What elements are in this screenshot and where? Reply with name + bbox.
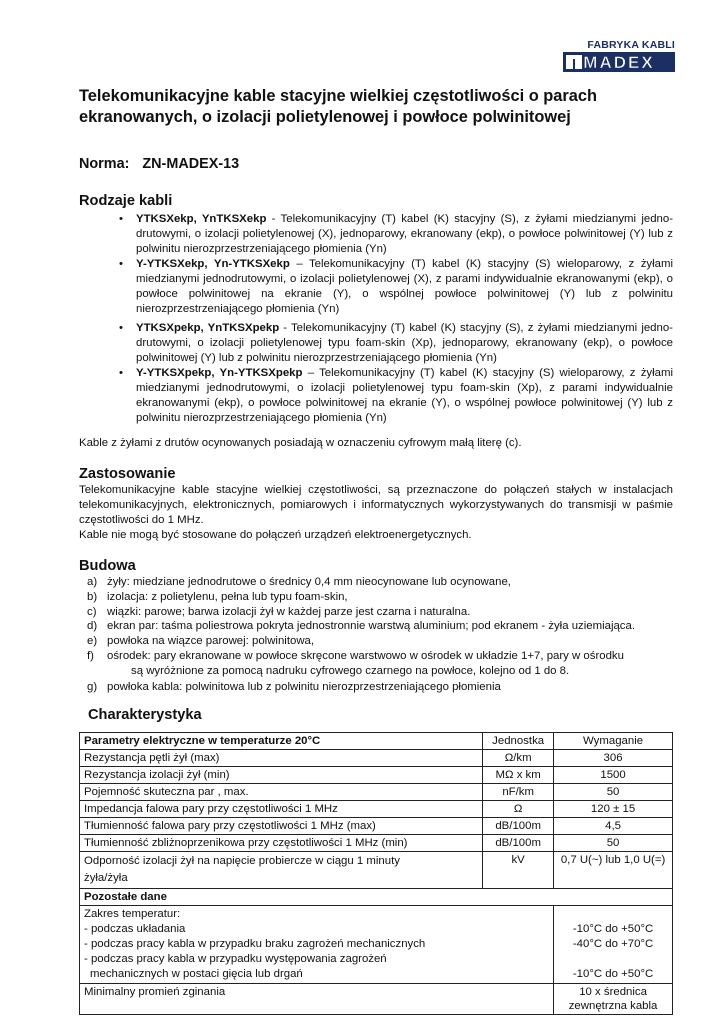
document-body bbox=[79, 86, 673, 1015]
list-item bbox=[119, 366, 673, 426]
cable-type-name: YTKSXekp, YnTKSXekp bbox=[136, 213, 267, 225]
temperature-values-cell bbox=[554, 906, 673, 984]
requirement-cell: 10 x średnica zewnętrzna kabla bbox=[554, 984, 673, 1015]
temp-value: -10°C do +50°C bbox=[572, 968, 654, 981]
norma-value: ZN-MADEX-13 bbox=[142, 156, 240, 172]
table-row bbox=[80, 906, 673, 984]
requirement-cell: 120 ± 15 bbox=[554, 801, 673, 818]
unit-cell: Ω bbox=[483, 801, 554, 818]
madex-logo bbox=[563, 40, 675, 72]
temp-line: - podczas układania bbox=[84, 923, 186, 936]
requirement-cell: 1500 bbox=[554, 767, 673, 784]
cable-type-desc: – Telekomunikacyjny (T) kabel (K) stacyjny (S) wieloparowy, z żyłami miedzianymi jednodrutowymi, o izolacji polietylenowej (X), z parami indywidualnie ekranowanymi (ekp), o powłoce polwinitowej na ekranie (Y), o wspólnej powłoce polwinitowej (Y) lub z polwinitu nierozprzestrzeniającego płomienia (Yn) bbox=[136, 258, 673, 315]
unit-cell: kV bbox=[483, 852, 554, 889]
list-item bbox=[87, 680, 673, 695]
item-text: powłoka kabla: polwinitowa lub z polwinitu nierozprzestrzeniającego płomienia bbox=[107, 680, 501, 693]
header-requirement: Wymaganie bbox=[554, 733, 673, 750]
item-letter: f) bbox=[87, 649, 94, 662]
table-row bbox=[80, 852, 673, 889]
table-row bbox=[80, 818, 673, 835]
item-text: ośrodek: pary ekranowane w powłoce skręcone warstwowo w ośrodek w układzie 1+7, pary w ośrodku bbox=[107, 649, 624, 662]
list-item bbox=[119, 321, 673, 366]
other-data-heading: Pozostałe dane bbox=[80, 889, 673, 906]
tinned-note: Kable z żyłami z drutów ocynowanych posiadają w oznaczeniu cyfrowym małą literę (c). bbox=[79, 437, 522, 449]
requirement-cell: 50 bbox=[554, 784, 673, 801]
unit-cell: Ω/km bbox=[483, 750, 554, 767]
item-letter: d) bbox=[87, 620, 98, 633]
table-row bbox=[80, 767, 673, 784]
requirement-cell: 306 bbox=[554, 750, 673, 767]
charakterystyka-heading: Charakterystyka bbox=[88, 707, 202, 724]
temp-line: mechanicznych w postaci gięcia lub drgań bbox=[90, 968, 303, 981]
table-row bbox=[80, 784, 673, 801]
item-text: izolacja: z polietylenu, pełna lub typu foam-skin, bbox=[107, 590, 348, 603]
list-item bbox=[119, 212, 673, 257]
table-subheader-row bbox=[80, 889, 673, 906]
temp-line: - podczas pracy kabla w przypadku występowania zagrożeń bbox=[84, 953, 387, 966]
header-unit: Jednostka bbox=[483, 733, 554, 750]
logo-brand-mark bbox=[563, 52, 675, 72]
logo-top-text: FABRYKA KABLI bbox=[587, 39, 675, 51]
cable-type-desc: – Telekomunikacyjny (T) kabel (K) stacyjny (S) wieloparowy, z żyłami miedzianymi jednodrutowymi, o izolacji polietylenowej typu foam-skin (Xp), z parami indywidualnie ekranowanymi (ekp), o powłoce polwinitowej na ekranie (Y), o wspólnej powłoce polwinitowej (Y) lub z polwinitu nierozprzestrzeniającego płomienia (Yn) bbox=[136, 367, 673, 424]
specifications-table bbox=[79, 732, 673, 1015]
list-item bbox=[87, 590, 673, 605]
table-row bbox=[80, 984, 673, 1015]
zastosowanie-text: Telekomunikacyjne kable stacyjne wielkiej częstotliwości, są przeznaczone do połączeń stałych w instalacjach telekomunikacyjnych, elektronicznych, pomiarowych i informatycznych wykorzystywanych do transmisji w paśmie częstotliwości do 1 MHz. bbox=[79, 484, 673, 526]
list-item bbox=[87, 634, 673, 649]
item-text: ekran par: taśma poliestrowa pokryta jednostronnie warstwą aluminium; pod ekranem - żyła uziemiająca. bbox=[107, 620, 636, 633]
list-item bbox=[87, 605, 673, 620]
rodzaje-heading: Rodzaje kabli bbox=[79, 193, 173, 209]
construction-list bbox=[79, 575, 673, 694]
item-text: żyły: miedziane jednodrutowe o średnicy 0,4 mm nieocynowane lub ocynowane, bbox=[107, 576, 511, 588]
list-item bbox=[119, 257, 673, 317]
list-item bbox=[87, 575, 673, 590]
unit-cell: nF/km bbox=[483, 784, 554, 801]
param-cell: Tłumienność zbliżnoprzenikowa przy częstotliwości 1 MHz (min) bbox=[80, 835, 483, 852]
item-letter: e) bbox=[87, 635, 98, 648]
item-letter: a) bbox=[87, 576, 98, 588]
logo-brand-text: MADEX bbox=[583, 53, 655, 72]
dielectric-test-line1: Odporność izolacji żył na napięcie probiercze w ciągu 1 minuty bbox=[84, 855, 400, 868]
cable-type-desc: - Telekomunikacyjny (T) kabel (K) stacyjny (S), z żyłami miedzianymi jedno-drutowymi, o izolacji polietylenowej typu foam-skin (Xp), jednoparowy, ekranowany (ekp), o powłoce polwinitowej (Y) lub z polwinitu nierozprzestrzeniającego płomienia (Yn) bbox=[136, 322, 673, 364]
param-cell: Impedancja falowa pary przy częstotliwości 1 MHz bbox=[80, 801, 483, 818]
item-text: powłoka na wiązce parowej: polwinitowa, bbox=[107, 635, 315, 648]
cable-types-list bbox=[79, 212, 673, 426]
cable-type-name: Y-YTKSXpekp, Yn-YTKSXpekp bbox=[136, 367, 303, 379]
unit-cell: dB/100m bbox=[483, 835, 554, 852]
temperature-range-cell bbox=[80, 906, 554, 984]
item-text-continuation: są wyróżnione za pomocą nadruku cyfrowego czarnego na powłoce, kolejno od 1 do 8. bbox=[131, 664, 570, 677]
cable-type-name: Y-YTKSXekp, Yn-YTKSXekp bbox=[136, 258, 290, 270]
cable-type-name: YTKSXpekp, YnTKSXpekp bbox=[136, 322, 280, 334]
temp-line: - podczas pracy kabla w przypadku braku zagrożeń mechanicznych bbox=[84, 938, 426, 951]
norma-label: Norma: bbox=[79, 156, 130, 172]
list-item bbox=[87, 649, 673, 679]
temp-title: Zakres temperatur: bbox=[84, 908, 181, 921]
param-cell bbox=[80, 852, 483, 889]
table-header-row bbox=[80, 733, 673, 750]
temp-value: -40°C do +70°C bbox=[572, 938, 654, 951]
header-param: Parametry elektryczne w temperaturze 20°C bbox=[80, 733, 483, 750]
param-cell: Minimalny promień zginania bbox=[80, 984, 554, 1015]
requirement-cell: 4,5 bbox=[554, 818, 673, 835]
page-title: Telekomunikacyjne kable stacyjne wielkiej częstotliwości o parach ekranowanych, o izolacji polietylenowej i powłoce polwinitowej bbox=[79, 87, 598, 126]
param-cell: Rezystancja pętli żył (max) bbox=[80, 750, 483, 767]
param-cell: Pojemność skuteczna par , max. bbox=[80, 784, 483, 801]
param-cell: Rezystancja izolacji żył (min) bbox=[80, 767, 483, 784]
item-letter: c) bbox=[87, 605, 97, 618]
item-letter: g) bbox=[87, 680, 98, 693]
dielectric-test-line2: żyła/żyła bbox=[84, 872, 128, 885]
table-row bbox=[80, 801, 673, 818]
table-row bbox=[80, 835, 673, 852]
param-cell: Tłumienność falowa pary przy częstotliwości 1 MHz (max) bbox=[80, 818, 483, 835]
table-row bbox=[80, 750, 673, 767]
zastosowanie-restriction: Kable nie mogą być stosowane do połączeń urządzeń elektroenergetycznych. bbox=[79, 529, 472, 541]
requirement-cell: 50 bbox=[554, 835, 673, 852]
item-text: wiązki: parowe; barwa izolacji żył w każdej parze jest czarna i naturalna. bbox=[107, 605, 471, 618]
list-item bbox=[87, 619, 673, 634]
zastosowanie-heading: Zastosowanie bbox=[79, 466, 176, 482]
unit-cell: dB/100m bbox=[483, 818, 554, 835]
budowa-heading: Budowa bbox=[79, 558, 136, 574]
requirement-cell: 0,7 U(~) lub 1,0 U(=) bbox=[554, 852, 673, 889]
norma-line bbox=[79, 156, 673, 172]
temp-value: -10°C do +50°C bbox=[572, 923, 654, 936]
cable-type-desc: - Telekomunikacyjny (T) kabel (K) stacyjny (S), z żyłami miedzianymi jedno-drutowymi, o izolacji polietylenowej (X), jednoparowy, ekranowany (ekp), o powłoce polwinitowej (Y) lub z polwinitu nierozprzestrzeniającego płomienia (Yn) bbox=[136, 213, 673, 255]
unit-cell: MΩ x km bbox=[483, 767, 554, 784]
item-letter: b) bbox=[87, 590, 98, 603]
